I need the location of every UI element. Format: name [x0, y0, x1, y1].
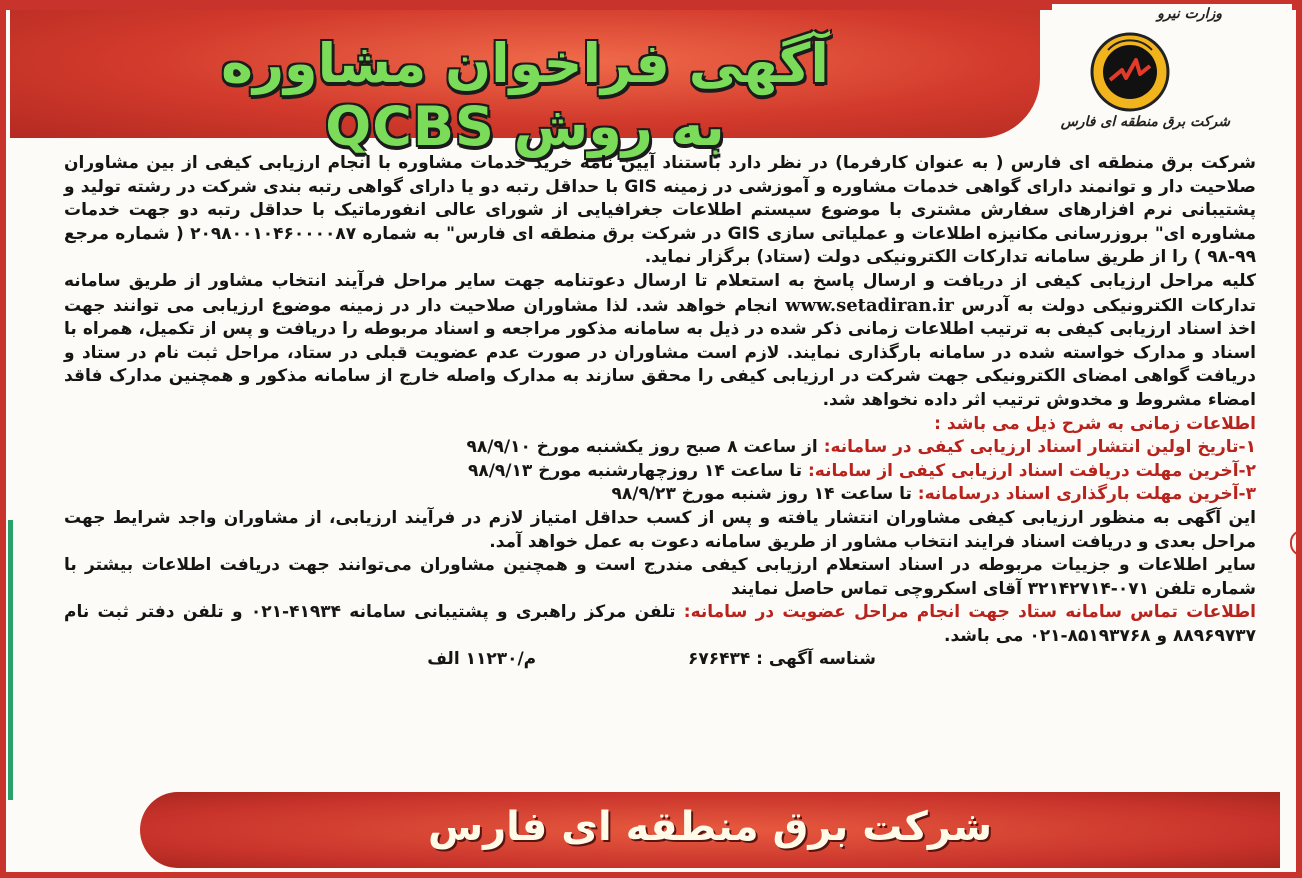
schedule-item-2-label: ۲-آخرین مهلت دریافت اسناد ارزیابی کیفی از سامانه: [807, 460, 1256, 481]
page-title: آگهی فراخوان مشاوره به روش QCBS [221, 32, 829, 158]
schedule-item-3 [64, 483, 1256, 507]
footer-banner [140, 792, 1280, 868]
intro-paragraph: شرکت برق منطقه ای فارس ( به عنوان کارفرما) در نظر دارد باستناد آیین نامه خرید خدمات مشاوره با انجام ارزیابی کیفی از بین مشاوران صلاحیت دار و توانمند دارای گواهی خدمات مشاوره و آموزشی در زمینه GIS با حداقل رتبه دو یا دارای گواهی رتبه بندی شرکت در رشته تولید و پشتیبانی نرم افزارهای سفارش مشتری با موضوع سیستم اطلاعات جغرافیایی از شورای عالی انفورماتیک با حداقل رتبه دو جهت خدمات مشاوره ای" بروزرسانی مکانیزه اطلاعات و عملیاتی سازی GIS در شرکت برق منطقه ای فارس" به شماره ۲۰۹۸۰۰۱۰۴۶۰۰۰۰۸۷ ( شماره مرجع ۹۹-۹۸ ) را از طریق سامانه تدارکات الکترونیکی دولت (ستاد) برگزار نماید. [64, 153, 1257, 268]
footer-company-name: شرکت برق منطقه ای فارس [427, 804, 993, 850]
schedule-item-1-label: ۱-تاریخ اولین انتشار اسناد ارزیابی کیفی در سامانه: [823, 437, 1256, 458]
evaluation-paragraph: این آگهی به منظور ارزیابی کیفی مشاوران انتشار یافته و پس از کسب حداقل امتیاز لازم در فرآیند ارزیابی، از مشاوران واجد شرایط جهت مراحل بعدی و دریافت اسناد فرایند انتخاب مشاور از طریق سامانه دعوت به عمل خواهد آمد. [64, 507, 1256, 552]
ad-code: م/۱۱۲۳۰ الف [427, 649, 537, 670]
ministry-label: وزارت نیرو [1157, 6, 1222, 22]
details-paragraph: سایر اطلاعات و جزییات مربوطه در اسناد استعلام ارزیابی کیفی مندرج است و همچنین مشاوران می‌توانند جهت دریافت اطلاعات بیشتر با شماره تلفن ۰۷۱-۳۲۱۴۲۷۱۴ آقای اسکروچی تماس حاصل نمایند [64, 555, 1256, 599]
contact-value: تلفن مرکز راهبری و پشتیبانی سامانه ۴۱۹۳۴-۰۲۱ و تلفن دفتر ثبت نام ۸۸۹۶۹۷۳۷ و ۸۵۱۹۳۷۶۸-۰۲۱ می باشد. [64, 602, 1256, 646]
contact-label: اطلاعات تماس سامانه ستاد جهت انجام مراحل عضویت در سامانه: [683, 602, 1256, 623]
schedule-item-3-value: تا ساعت ۱۴ روز شنبه مورخ ۹۸/۹/۲۳ [611, 484, 912, 505]
schedule-item-2 [64, 460, 1256, 484]
procedure-paragraph [64, 270, 1256, 413]
announcement-body [64, 152, 1256, 672]
procedure-text-a: کلیه مراحل ارزیابی کیفی از دریافت و ارسال پاسخ به استعلام تا ارسال دعوتنامه جهت سایر مراحل فرآیند انتخاب مشاور از طریق سامانه تدارکات الکترونیکی دولت به آدرس [64, 270, 1256, 316]
header-banner [10, 10, 1040, 158]
left-decor-strip [8, 520, 13, 800]
company-logo-caption: شرکت برق منطقه ای فارس [1060, 114, 1230, 130]
contact-paragraph [64, 601, 1256, 648]
schedule-item-3-label: ۳-آخرین مهلت بارگذاری اسناد درسامانه: [917, 484, 1256, 505]
ad-id: شناسه آگهی : ۶۷۶۴۳۴ [687, 649, 876, 670]
time-heading: اطلاعات زمانی به شرح ذیل می باشد : [934, 413, 1256, 434]
procedure-text-b: انجام خواهد شد. لذا مشاوران صلاحیت دار در زمینه موضوع ارزیابی می توانند جهت اخذ اسناد ارزیابی کیفی به ترتیب اطلاعات زمانی ذکر شده در ذیل به سامانه مذکور مراجعه و اسناد مربوطه را دریافت و پس از تکمیل، همراه با اسناد و مدارک خواسته شده در سامانه بارگذاری نمایند. لازم است مشاوران در صورت عدم عضویت قبلی در ستاد، مراحل ثبت نام در ستاد و دریافت گواهی امضای الکترونیکی جهت شرکت در ارزیابی کیفی را محقق سازند به مدارک واصله خارج از سامانه مذکور و همچنین مدارک فاقد امضاء مشروط و مخدوش ترتیب اثر داده نخواهد شد. [64, 295, 1256, 410]
schedule-item-1-value: از ساعت ۸ صبح روز یکشنبه مورخ ۹۸/۹/۱۰ [466, 437, 818, 458]
power-company-logo-icon [1088, 30, 1172, 114]
ad-identifiers [64, 648, 1256, 672]
setadiran-link[interactable]: www.setadiran.ir [785, 294, 954, 316]
schedule-item-1 [64, 436, 1256, 460]
logo-block [1052, 4, 1292, 140]
schedule-item-2-value: تا ساعت ۱۴ روزچهارشنبه مورخ ۹۸/۹/۱۳ [467, 460, 803, 481]
